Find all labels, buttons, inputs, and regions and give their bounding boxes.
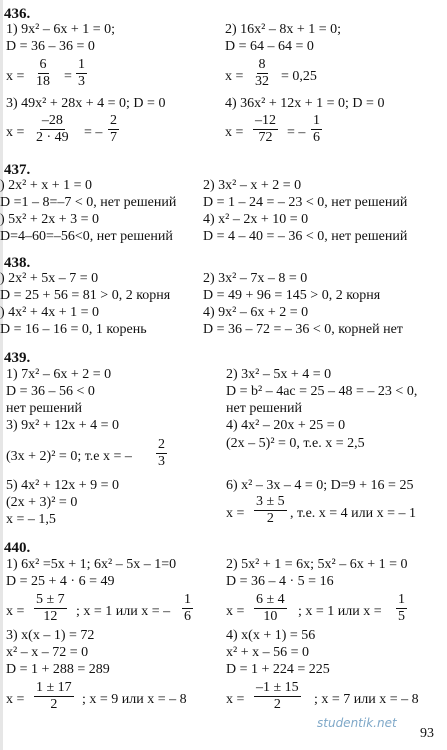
p438-line-1-left: ) 2x² + 5x – 7 = 0 [0, 271, 99, 286]
p436-fraction-right-2 [225, 113, 425, 153]
denominator: 72 [258, 130, 273, 145]
p436-line-1-right: 2) 16x² – 8x + 1 = 0; [225, 22, 342, 37]
numerator: 1 ± 17 [36, 680, 72, 695]
p440-fraction-left-2 [6, 680, 221, 720]
p440-line-5-left: D = 1 + 288 = 289 [6, 662, 110, 677]
problem-440-number: 440. [4, 540, 31, 556]
numerator: 2 [110, 113, 117, 128]
p440-fraction-right-1 [226, 592, 441, 632]
fraction [76, 57, 87, 90]
p439-line-2-left: D = 36 – 56 < 0 [6, 384, 95, 399]
p438-line-2-left: D = 25 + 56 = 81 > 0, 2 корня [0, 288, 171, 303]
fraction-prefix: (3x + 2)² = 0; т.е x = – [6, 449, 132, 464]
p436-line-2-right: D = 64 – 64 = 0 [225, 39, 314, 54]
fraction-prefix: x = [225, 125, 244, 140]
p439-line-4-left: 3) 9x² + 12x + 4 = 0 [6, 418, 120, 433]
p440-line-4-right: x² + x – 56 = 0 [226, 645, 309, 660]
fraction-suffix: , т.е. x = 4 или x = – 1 [290, 506, 417, 521]
numerator: 1 [78, 57, 85, 72]
p440-line-2-right: D = 36 – 4 · 5 = 16 [226, 574, 334, 589]
p439-fraction-right-2 [226, 494, 441, 534]
fraction [253, 113, 278, 146]
denominator: 2 · 49 [36, 130, 69, 145]
denominator: 32 [255, 74, 269, 89]
denominator: 3 [158, 454, 165, 469]
fraction [254, 494, 287, 527]
fraction-suffix: ; x = 9 или x = – 8 [82, 692, 187, 707]
denominator: 6 [313, 130, 320, 145]
denominator: 7 [110, 130, 117, 145]
fraction [254, 680, 301, 713]
p436-line-1-left: 1) 9x² – 6x + 1 = 0; [6, 22, 116, 37]
numerator: –12 [255, 113, 276, 128]
p440-line-2-left: D = 25 + 4 · 6 = 49 [6, 574, 115, 589]
denominator: 2 [273, 697, 281, 712]
fraction-prefix: x = [226, 604, 245, 619]
fraction [34, 113, 71, 146]
fraction [108, 113, 119, 146]
fraction-prefix: x = [225, 69, 244, 84]
p439-fraction-left-1 [6, 437, 216, 477]
denominator: 2 [266, 511, 274, 526]
p437-line-2-left: D =1 – 8=–7 < 0, нет решений [0, 195, 177, 210]
p436-fraction-left-2 [6, 113, 206, 153]
p436-fraction-right-1 [225, 57, 425, 97]
fraction-prefix: x = [6, 604, 25, 619]
fraction-prefix: x = [226, 692, 245, 707]
p436-fraction-left-1 [6, 57, 206, 97]
p438-line-2-right: D = 49 + 96 = 145 > 0, 2 корня [203, 288, 381, 303]
denominator: 10 [263, 609, 278, 624]
denominator: 2 [50, 697, 58, 712]
p438-line-4-left: D = 16 – 16 = 0, 1 корень [0, 322, 147, 337]
p436-line-3-left: 3) 49x² + 28x + 4 = 0; D = 0 [6, 96, 166, 111]
p440-line-3-right: 4) x(x + 1) = 56 [226, 628, 316, 643]
numerator: –28 [41, 113, 63, 128]
fraction-middle: ; x = 1 или x = [298, 604, 382, 619]
fraction [253, 57, 271, 90]
problem-439-number: 439. [4, 350, 31, 366]
fraction [34, 592, 67, 625]
numerator: 3 ± 5 [256, 494, 285, 509]
numerator: 5 ± 7 [36, 592, 65, 607]
p437-line-1-right: 2) 3x² – x + 2 = 0 [203, 178, 302, 193]
p440-line-4-left: x² – x – 72 = 0 [6, 645, 89, 660]
p437-line-3-right: 4) x² – 2x + 10 = 0 [203, 212, 309, 227]
equals-sign: = [64, 69, 72, 84]
p440-line-3-left: 3) x(x – 1) = 72 [6, 628, 95, 643]
numerator: 1 [398, 592, 405, 607]
problem-437-number: 437. [4, 162, 31, 178]
denominator: 6 [184, 609, 191, 624]
p438-line-3-left: ) 4x² + 4x + 1 = 0 [0, 305, 100, 320]
p439-line-3-left: нет решений [6, 401, 83, 416]
p440-fraction-right-2 [226, 680, 441, 720]
fraction [311, 113, 322, 146]
p439-line-6-left: 5) 4x² + 12x + 9 = 0 [6, 478, 120, 493]
p437-line-1-left: ) 2x² + x + 1 = 0 [0, 178, 93, 193]
p439-line-8-left: x = – 1,5 [6, 512, 56, 527]
fraction-suffix: = 0,25 [281, 69, 317, 84]
p439-line-3-right: нет решений [226, 401, 303, 416]
problem-438-number: 438. [4, 255, 31, 271]
numerator: 1 [313, 113, 320, 128]
denominator: 18 [36, 74, 50, 89]
p440-fraction-left-1 [6, 592, 221, 632]
numerator: 2 [158, 437, 165, 452]
fraction-prefix: x = [6, 125, 25, 140]
p436-line-2-left: D = 36 – 36 = 0 [6, 39, 95, 54]
fraction-prefix: x = [226, 506, 245, 521]
p437-line-3-left: ) 5x² + 2x + 3 = 0 [0, 212, 100, 227]
p437-line-4-right: D = 4 – 40 = – 36 < 0, нет решений [203, 229, 408, 244]
fraction [254, 592, 287, 625]
numerator: 6 ± 4 [256, 592, 285, 607]
p440-line-1-left: 1) 6x² =5x + 1; 6x² – 5x – 1=0 [6, 557, 177, 572]
numerator: –1 ± 15 [256, 680, 299, 695]
p437-line-4-left: D=4–60=–56<0, нет решений [0, 229, 173, 244]
numerator: 1 [184, 592, 191, 607]
denominator: 5 [398, 609, 405, 624]
equals-sign: = – [84, 125, 103, 140]
p439-line-2-right: D = b² – 4ac = 25 – 48 = – 23 < 0, [226, 384, 418, 399]
p439-line-6-right: 6) x² – 3x – 4 = 0; D=9 + 16 = 25 [226, 478, 414, 493]
fraction [182, 592, 193, 625]
watermark: studentik.net [317, 716, 397, 730]
fraction-middle: ; x = 1 или x = – [76, 604, 171, 619]
numerator: 6 [39, 57, 47, 72]
denominator: 12 [43, 609, 58, 624]
page-number: 93 [420, 726, 434, 741]
p439-line-4-right: 4) 4x² – 20x + 25 = 0 [226, 418, 346, 433]
p436-line-3-right: 4) 36x² + 12x + 1 = 0; D = 0 [225, 96, 385, 111]
equals-sign: = – [287, 125, 306, 140]
fraction [156, 437, 167, 470]
p440-line-5-right: D = 1 + 224 = 225 [226, 662, 330, 677]
page-edge [0, 0, 3, 750]
p439-line-7-left: (2x + 3)² = 0 [6, 495, 78, 510]
fraction-prefix: x = [6, 69, 25, 84]
p438-line-1-right: 2) 3x² – 7x – 8 = 0 [203, 271, 308, 286]
fraction [396, 592, 407, 625]
fraction [34, 57, 52, 90]
p438-line-4-right: D = 36 – 72 = – 36 < 0, корней нет [203, 322, 403, 337]
denominator: 3 [78, 74, 85, 89]
p437-line-2-right: D = 1 – 24 = – 23 < 0, нет решений [203, 195, 408, 210]
fraction-prefix: x = [6, 692, 25, 707]
p439-line-1-right: 2) 3x² – 5x + 4 = 0 [226, 367, 332, 382]
p439-line-5-right: (2x – 5)² = 0, т.е. x = 2,5 [226, 436, 365, 451]
p440-line-1-right: 2) 5x² + 1 = 6x; 5x² – 6x + 1 = 0 [226, 557, 408, 572]
problem-436-number: 436. [4, 6, 31, 22]
fraction [34, 680, 74, 713]
p439-line-1-left: 1) 7x² – 6x + 2 = 0 [6, 367, 112, 382]
numerator: 8 [258, 57, 266, 72]
fraction-suffix: ; x = 7 или x = – 8 [314, 692, 419, 707]
p438-line-3-right: 4) 9x² – 6x + 2 = 0 [203, 305, 309, 320]
